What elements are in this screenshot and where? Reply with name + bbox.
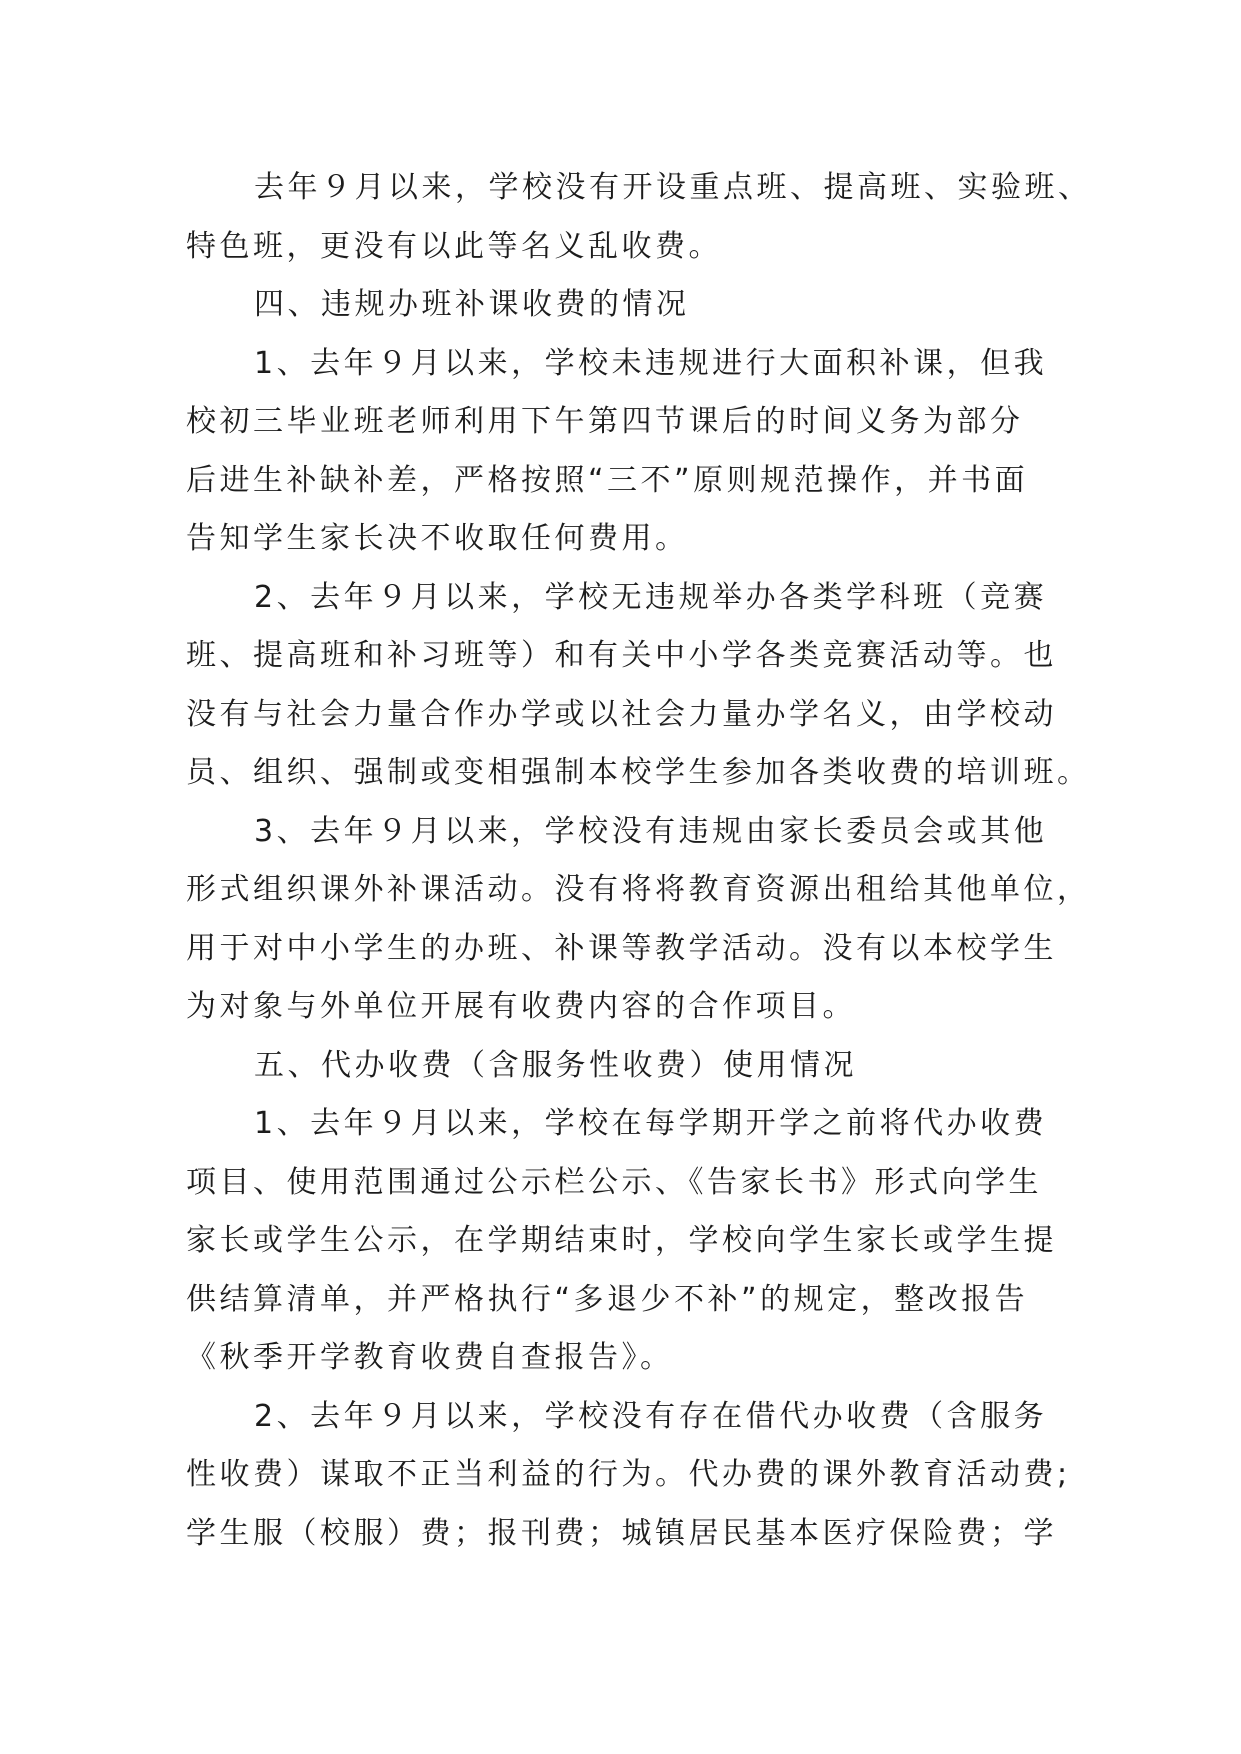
text-line: 后进生补缺补差，严格按照“三不”原则规范操作，并书面 [186,462,1029,498]
text-line: 员、组织、强制或变相强制本校学生参加各类收费的培训班。 [186,755,1091,790]
text-line: 2、去年９月以来，学校没有存在借代办收费（含服务 [254,1398,1048,1434]
text-line: 用于对中小学生的办班、补课等教学活动。没有以本校学生 [186,930,1057,966]
document-body [186,159,1092,1563]
text-line: 校初三毕业班老师利用下午第四节课后的时间义务为部分 [186,404,1024,439]
text-line: 1、去年９月以来，学校在每学期开学之前将代办收费 [254,1106,1048,1141]
text-line: 家长或学生公示，在学期结束时，学校向学生家长或学生提 [186,1223,1057,1258]
text-line: 特色班，更没有以此等名义乱收费。 [186,228,722,264]
text-line: 班、提高班和补习班等）和有关中小学各类竞赛活动等。也 [186,638,1057,673]
text-line: 为对象与外单位开展有收费内容的合作项目。 [186,989,856,1024]
text-line: 供结算清单，并严格执行“多退少不补”的规定，整改报告 [186,1281,1029,1317]
text-line: 2、去年９月以来，学校无违规举办各类学科班（竞赛 [254,579,1048,615]
text-line: 形式组织课外补课活动。没有将将教育资源出租给其他单位， [186,872,1091,907]
text-line: 学生服（校服）费；报刊费；城镇居民基本医疗保险费；学 [186,1515,1057,1551]
text-line: 五、代办收费（含服务性收费）使用情况 [254,1047,857,1083]
text-line: 1、去年９月以来，学校未违规进行大面积补课，但我 [254,345,1048,381]
text-line: 《秋季开学教育收费自查报告》。 [186,1340,674,1375]
text-line: 去年９月以来，学校没有开设重点班、提高班、实验班、 [254,170,1092,205]
text-line: 告知学生家长决不收取任何费用。 [186,521,689,556]
text-line: 没有与社会力量合作办学或以社会力量办学名义，由学校动 [186,696,1057,732]
text-line: 项目、使用范围通过公示栏公示、《告家长书》形式向学生 [186,1164,1042,1200]
text-line: 3、去年９月以来，学校没有违规由家长委员会或其他 [254,813,1048,849]
text-line: 性收费）谋取不正当利益的行为。代办费的课外教育活动费; [186,1457,1071,1492]
text-line: 四、违规办班补课收费的情况 [254,287,690,322]
